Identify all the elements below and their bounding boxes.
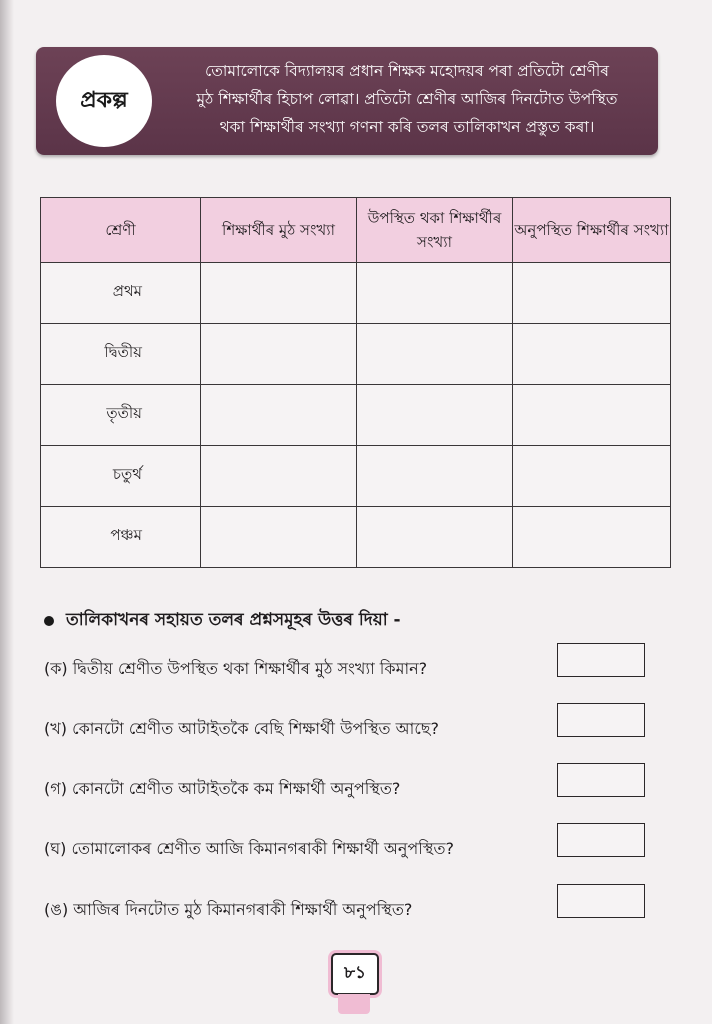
page-number: ৮১ <box>331 953 379 995</box>
total-cell[interactable] <box>201 446 357 507</box>
project-instructions <box>164 57 650 141</box>
attendance-table <box>40 197 671 568</box>
answer-box-ga[interactable] <box>557 763 645 797</box>
table-row <box>41 507 671 568</box>
row-label: দ্বিতীয় <box>41 324 201 385</box>
questions-heading-text: তালিকাখনৰ সহায়ত তলৰ প্ৰশ্নসমূহৰ উত্তৰ দিয়া - <box>66 610 401 630</box>
table-header-row <box>41 198 671 263</box>
question-ka: (ক) দ্বিতীয় শ্ৰেণীত উপস্থিত থকা শিক্ষাৰ্থীৰ মুঠ সংখ্যা কিমান? <box>44 659 428 678</box>
row-label: চতুৰ্থ <box>41 446 201 507</box>
question-kha: (খ) কোনটো শ্ৰেণীত আটাইতকৈ বেছি শিক্ষাৰ্থী উপস্থিত আছে? <box>44 719 439 738</box>
header-total-students: শিক্ষাৰ্থীৰ মুঠ সংখ্যা <box>201 198 357 263</box>
absent-cell[interactable] <box>513 446 671 507</box>
header-absent-students: অনুপস্থিত শিক্ষাৰ্থীৰ সংখ্যা <box>513 198 671 263</box>
table-row <box>41 446 671 507</box>
instruction-line: থকা শিক্ষাৰ্থীৰ সংখ্যা গণনা কৰি তলৰ তালিকাখন প্ৰস্তুত কৰা। <box>219 118 595 136</box>
total-cell[interactable] <box>201 324 357 385</box>
answer-box-nga[interactable] <box>557 884 645 918</box>
table-row <box>41 324 671 385</box>
instruction-line: মুঠ শিক্ষাৰ্থীৰ হিচাপ লোৱা। প্ৰতিটো শ্ৰেণীৰ আজিৰ দিনটোত উপস্থিত <box>196 90 618 108</box>
table-row <box>41 263 671 324</box>
present-cell[interactable] <box>357 446 513 507</box>
project-banner <box>36 47 658 155</box>
header-class: শ্ৰেণী <box>41 198 201 263</box>
row-label: পঞ্চম <box>41 507 201 568</box>
question-gha: (ঘ) তোমালোকৰ শ্ৰেণীত আজি কিমানগৰাকী শিক্ষাৰ্থী অনুপস্থিত? <box>44 839 454 858</box>
question-ga: (গ) কোনটো শ্ৰেণীত আটাইতকৈ কম শিক্ষাৰ্থী অনুপস্থিত? <box>44 779 401 798</box>
answer-box-ka[interactable] <box>557 643 645 677</box>
row-label: তৃতীয় <box>41 385 201 446</box>
row-label: প্ৰথম <box>41 263 201 324</box>
answer-box-gha[interactable] <box>557 823 645 857</box>
questions-heading <box>44 607 401 635</box>
answer-box-kha[interactable] <box>557 703 645 737</box>
present-cell[interactable] <box>357 263 513 324</box>
total-cell[interactable] <box>201 507 357 568</box>
present-cell[interactable] <box>357 324 513 385</box>
table-row <box>41 385 671 446</box>
page-edge-shadow <box>0 0 14 1024</box>
total-cell[interactable] <box>201 263 357 324</box>
instruction-line: তোমালোকে বিদ্যালয়ৰ প্ৰধান শিক্ষক মহোদয়ৰ পৰা প্ৰতিটো শ্ৰেণীৰ <box>204 62 610 80</box>
bullet-icon <box>44 616 54 626</box>
page-number-tab <box>338 994 370 1014</box>
question-nga: (ঙ) আজিৰ দিনটোত মুঠ কিমানগৰাকী শিক্ষাৰ্থী অনুপস্থিত? <box>44 900 413 919</box>
absent-cell[interactable] <box>513 263 671 324</box>
header-present-students: উপস্থিত থকা শিক্ষাৰ্থীৰ সংখ্যা <box>357 198 513 263</box>
absent-cell[interactable] <box>513 507 671 568</box>
total-cell[interactable] <box>201 385 357 446</box>
present-cell[interactable] <box>357 385 513 446</box>
project-badge: প্ৰকল্প <box>56 55 152 147</box>
present-cell[interactable] <box>357 507 513 568</box>
absent-cell[interactable] <box>513 324 671 385</box>
absent-cell[interactable] <box>513 385 671 446</box>
